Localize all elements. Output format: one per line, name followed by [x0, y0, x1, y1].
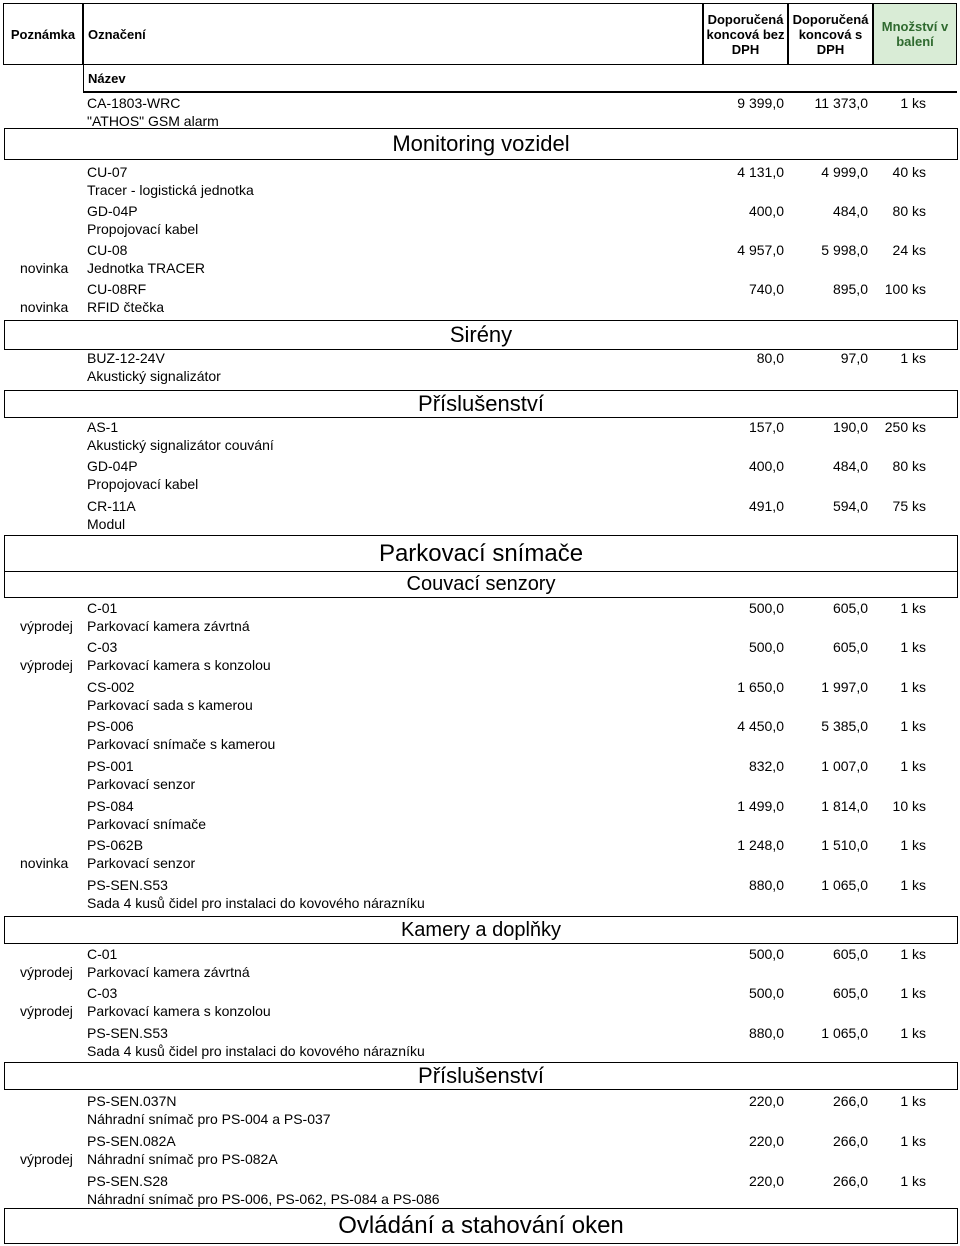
row-qty: 1 ks: [900, 95, 926, 111]
row-code: PS-062B: [87, 837, 144, 853]
row-name: Akustický signalizátor: [87, 368, 221, 384]
table-row: [0, 457, 960, 497]
row-name: Modul: [87, 516, 126, 532]
table-row: [0, 836, 960, 876]
row-qty: 1 ks: [900, 718, 926, 734]
row-price-vat: 4 999,0: [821, 164, 868, 180]
row-price-vat: 97,0: [840, 350, 868, 366]
table-row: [0, 418, 960, 458]
table-row: [0, 1092, 960, 1132]
row-price-no-vat: 1 499,0: [737, 798, 784, 814]
column-header-poznamka: Poznámka: [3, 3, 83, 65]
row-price-no-vat: 80,0: [756, 350, 784, 366]
row-code: GD-04P: [87, 458, 138, 474]
row-code: C-03: [87, 985, 118, 1001]
row-price-vat: 5 385,0: [821, 718, 868, 734]
row-price-no-vat: 491,0: [748, 498, 784, 514]
row-qty: 1 ks: [900, 1093, 926, 1109]
row-note: výprodej: [20, 1151, 73, 1167]
column-header-qty: Množství v balení: [873, 3, 957, 65]
row-code: GD-04P: [87, 203, 138, 219]
row-price-no-vat: 157,0: [748, 419, 784, 435]
row-price-vat: 1 510,0: [821, 837, 868, 853]
section-monitoring-vozidel: Monitoring vozidel: [4, 128, 958, 160]
row-code: PS-SEN.037N: [87, 1093, 177, 1109]
row-name: Parkovací kamera závrtná: [87, 964, 250, 980]
row-note: výprodej: [20, 618, 73, 634]
table-row: [0, 94, 960, 134]
column-header-nazev: Název: [83, 65, 957, 93]
row-qty: 1 ks: [900, 639, 926, 655]
row-name: Parkovací kamera s konzolou: [87, 1003, 271, 1019]
row-price-vat: 1 065,0: [821, 877, 868, 893]
row-code: C-03: [87, 639, 118, 655]
row-code: PS-SEN.S53: [87, 1025, 168, 1041]
row-price-vat: 484,0: [832, 458, 868, 474]
section-couvaci-senzory: Couvací senzory: [4, 571, 958, 598]
row-price-no-vat: 1 650,0: [737, 679, 784, 695]
table-row: [0, 797, 960, 837]
row-code: PS-001: [87, 758, 134, 774]
row-price-no-vat: 880,0: [748, 877, 784, 893]
row-price-vat: 605,0: [832, 639, 868, 655]
row-qty: 1 ks: [900, 1133, 926, 1149]
row-qty: 80 ks: [892, 458, 926, 474]
row-qty: 1 ks: [900, 985, 926, 1001]
row-qty: 1 ks: [900, 758, 926, 774]
row-note: novinka: [20, 260, 69, 276]
row-code: BUZ-12-24V: [87, 350, 165, 366]
row-code: CR-11A: [87, 498, 136, 514]
table-row: [0, 599, 960, 639]
row-price-no-vat: 400,0: [748, 203, 784, 219]
row-price-no-vat: 220,0: [748, 1093, 784, 1109]
table-row: [0, 1172, 960, 1212]
row-price-vat: 484,0: [832, 203, 868, 219]
row-note: novinka: [20, 855, 69, 871]
table-row: [0, 163, 960, 203]
table-header: [3, 3, 957, 93]
row-code: C-01: [87, 600, 118, 616]
table-row: [0, 638, 960, 678]
row-price-no-vat: 4 131,0: [737, 164, 784, 180]
row-note: výprodej: [20, 964, 73, 980]
row-price-vat: 605,0: [832, 985, 868, 1001]
column-header-oznaceni: Označení: [83, 3, 703, 65]
row-price-vat: 266,0: [832, 1133, 868, 1149]
row-name: Sada 4 kusů čidel pro instalaci do kovového nárazníku: [87, 1043, 425, 1059]
section-sireny: Sirény: [4, 320, 958, 350]
row-code: CS-002: [87, 679, 135, 695]
row-price-vat: 605,0: [832, 946, 868, 962]
row-price-no-vat: 500,0: [748, 985, 784, 1001]
row-qty: 100 ks: [884, 281, 926, 297]
row-price-no-vat: 220,0: [748, 1133, 784, 1149]
row-name: Parkovací snímače: [87, 816, 207, 832]
row-price-no-vat: 400,0: [748, 458, 784, 474]
table-row: [0, 678, 960, 718]
row-name: Náhradní snímač pro PS-004 a PS-037: [87, 1111, 331, 1127]
row-price-vat: 594,0: [832, 498, 868, 514]
row-qty: 250 ks: [884, 419, 926, 435]
row-qty: 1 ks: [900, 1173, 926, 1189]
row-code: PS-084: [87, 798, 134, 814]
table-row: [0, 717, 960, 757]
table-row: [0, 876, 960, 916]
row-name: Sada 4 kusů čidel pro instalaci do kovového nárazníku: [87, 895, 425, 911]
row-qty: 10 ks: [892, 798, 926, 814]
table-row: [0, 349, 960, 389]
row-code: C-01: [87, 946, 118, 962]
row-code: AS-1: [87, 419, 119, 435]
row-code: CU-08RF: [87, 281, 147, 297]
table-row: [0, 1024, 960, 1064]
row-qty: 1 ks: [900, 946, 926, 962]
row-name: Parkovací kamera s konzolou: [87, 657, 271, 673]
row-note: výprodej: [20, 1003, 73, 1019]
row-qty: 1 ks: [900, 1025, 926, 1041]
row-name: RFID čtečka: [87, 299, 165, 315]
row-price-no-vat: 1 248,0: [737, 837, 784, 853]
table-row: [0, 945, 960, 985]
table-row: [0, 280, 960, 320]
row-price-vat: 1 065,0: [821, 1025, 868, 1041]
table-row: [0, 497, 960, 537]
row-price-no-vat: 4 957,0: [737, 242, 784, 258]
row-name: Propojovací kabel: [87, 221, 199, 237]
row-price-no-vat: 220,0: [748, 1173, 784, 1189]
row-price-vat: 1 997,0: [821, 679, 868, 695]
column-header-price-vat: Doporučená koncová s DPH: [788, 3, 873, 65]
row-qty: 40 ks: [892, 164, 926, 180]
table-row: [0, 241, 960, 281]
row-note: novinka: [20, 299, 69, 315]
row-name: Tracer - logistická jednotka: [87, 182, 254, 198]
section-kamery-a-doplnky: Kamery a doplňky: [4, 916, 958, 944]
row-code: CU-08: [87, 242, 128, 258]
row-price-no-vat: 740,0: [748, 281, 784, 297]
row-qty: 1 ks: [900, 350, 926, 366]
row-name: Parkovací kamera závrtná: [87, 618, 250, 634]
row-qty: 1 ks: [900, 679, 926, 695]
row-price-vat: 895,0: [832, 281, 868, 297]
row-qty: 75 ks: [892, 498, 926, 514]
row-price-vat: 266,0: [832, 1093, 868, 1109]
row-code: CU-07: [87, 164, 128, 180]
table-row: [0, 202, 960, 242]
row-price-no-vat: 880,0: [748, 1025, 784, 1041]
column-header-price-no-vat: Doporučená koncová bez DPH: [703, 3, 788, 65]
row-price-vat: 1 007,0: [821, 758, 868, 774]
section-prislusenstvi-2: Příslušenství: [4, 1062, 958, 1090]
row-code: PS-SEN.S53: [87, 877, 168, 893]
row-price-no-vat: 832,0: [748, 758, 784, 774]
row-code: PS-SEN.082A: [87, 1133, 176, 1149]
row-qty: 80 ks: [892, 203, 926, 219]
row-code: CA-1803-WRC: [87, 95, 181, 111]
table-row: [0, 1132, 960, 1172]
row-price-vat: 11 373,0: [814, 95, 868, 111]
row-price-no-vat: 9 399,0: [737, 95, 784, 111]
row-price-no-vat: 4 450,0: [737, 718, 784, 734]
row-name: Akustický signalizátor couvání: [87, 437, 274, 453]
row-name: Parkovací senzor: [87, 855, 196, 871]
row-price-vat: 5 998,0: [821, 242, 868, 258]
row-price-no-vat: 500,0: [748, 639, 784, 655]
row-price-vat: 1 814,0: [821, 798, 868, 814]
row-qty: 1 ks: [900, 837, 926, 853]
row-price-no-vat: 500,0: [748, 946, 784, 962]
row-qty: 24 ks: [892, 242, 926, 258]
row-name: Propojovací kabel: [87, 476, 199, 492]
row-qty: 1 ks: [900, 600, 926, 616]
row-note: výprodej: [20, 657, 73, 673]
row-code: PS-SEN.S28: [87, 1173, 168, 1189]
row-price-no-vat: 500,0: [748, 600, 784, 616]
row-name: Jednotka TRACER: [87, 260, 206, 276]
row-price-vat: 190,0: [832, 419, 868, 435]
table-row: [0, 984, 960, 1024]
row-name: Náhradní snímač pro PS-082A: [87, 1151, 278, 1167]
row-price-vat: 266,0: [832, 1173, 868, 1189]
row-name: Náhradní snímač pro PS-006, PS-062, PS-084 a PS-086: [87, 1191, 440, 1207]
section-prislusenstvi-1: Příslušenství: [4, 390, 958, 418]
section-parkovaci-snimace: Parkovací snímače: [4, 535, 958, 571]
row-price-vat: 605,0: [832, 600, 868, 616]
row-name: "ATHOS" GSM alarm: [87, 113, 219, 129]
section-ovladani-oken: Ovládání a stahování oken: [4, 1208, 958, 1244]
row-code: PS-006: [87, 718, 134, 734]
row-name: Parkovací snímače s kamerou: [87, 736, 276, 752]
row-qty: 1 ks: [900, 877, 926, 893]
table-row: [0, 757, 960, 797]
row-name: Parkovací senzor: [87, 776, 196, 792]
row-name: Parkovací sada s kamerou: [87, 697, 253, 713]
